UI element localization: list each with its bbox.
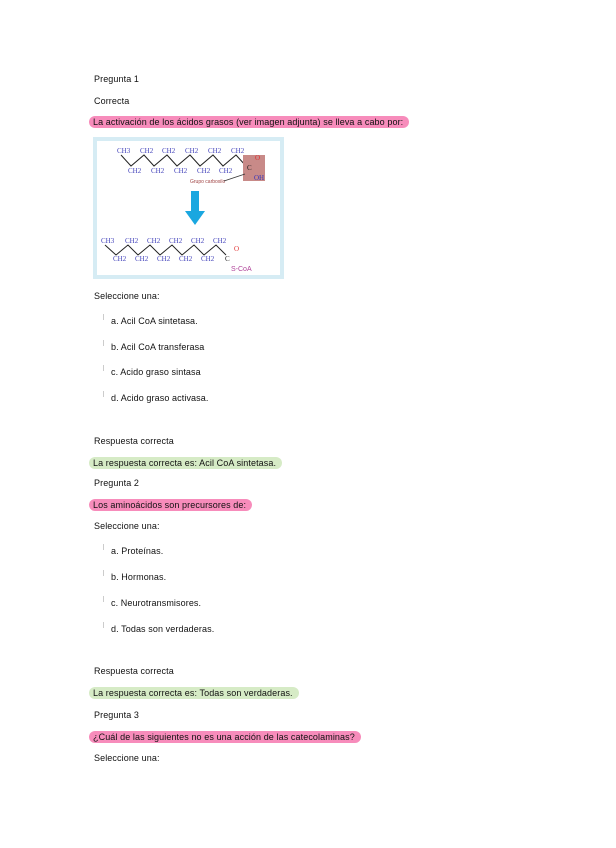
feedback-title: Respuesta correcta	[94, 436, 174, 446]
oxygen-label: O	[234, 245, 240, 253]
ch2-label: CH2	[185, 147, 199, 155]
question-2-title: Pregunta 2	[94, 478, 140, 488]
ch2-label: CH2	[140, 147, 154, 155]
correct-answer-feedback: La respuesta correcta es: Acil CoA sintetasa.	[89, 457, 282, 469]
ch2-label: CH2	[135, 255, 149, 263]
ch2-label: CH2	[147, 237, 161, 245]
question-3-text: ¿Cuál de las siguientes no es una acción de las catecolaminas?	[89, 731, 361, 743]
ch2-label: CH2	[201, 255, 215, 263]
scoa-label: S-CoA	[231, 266, 252, 273]
radio-option[interactable]	[103, 314, 107, 320]
question-1-status: Correcta	[94, 96, 130, 106]
radio-option[interactable]	[103, 544, 107, 550]
option-b[interactable]: b. Hormonas.	[111, 572, 167, 582]
ch2-label: CH2	[157, 255, 171, 263]
question-2-text: Los aminoácidos son precursores de:	[89, 499, 252, 511]
ch2-label: CH2	[231, 147, 245, 155]
question-3-title: Pregunta 3	[94, 710, 140, 720]
ch2-label: CH2	[128, 167, 142, 175]
ch2-label: CH2	[151, 167, 165, 175]
carboxyl-group-label: Grupo carboxilo	[190, 179, 226, 185]
option-a[interactable]: a. Acil CoA sintetasa.	[111, 316, 198, 326]
ch2-label: CH2	[179, 255, 193, 263]
question-1-prompt: Seleccione una:	[94, 291, 160, 301]
ch2-label: CH2	[174, 167, 188, 175]
ch2-label: CH2	[219, 167, 233, 175]
carbon-label: C	[247, 164, 252, 172]
oxygen-label: O	[255, 154, 261, 162]
ch2-label: CH2	[169, 237, 183, 245]
ch2-label: CH2	[113, 255, 127, 263]
feedback-title: Respuesta correcta	[94, 666, 174, 676]
radio-option[interactable]	[103, 391, 107, 397]
option-c[interactable]: c. Acido graso sintasa	[111, 367, 201, 377]
radio-option[interactable]	[103, 622, 107, 628]
question-3-prompt: Seleccione una:	[94, 753, 160, 763]
option-d[interactable]: d. Acido graso activasa.	[111, 393, 209, 403]
carbon-label: C	[225, 255, 230, 263]
radio-option[interactable]	[103, 570, 107, 576]
ch2-label: CH2	[191, 237, 205, 245]
option-b[interactable]: b. Acil CoA transferasa	[111, 342, 205, 352]
question-1-title: Pregunta 1	[94, 74, 140, 84]
down-arrow-icon	[191, 191, 199, 213]
option-d[interactable]: d. Todas son verdaderas.	[111, 624, 215, 634]
ch2-label: CH2	[162, 147, 176, 155]
ch2-label: CH2	[197, 167, 211, 175]
radio-option[interactable]	[103, 596, 107, 602]
question-2-prompt: Seleccione una:	[94, 521, 160, 531]
radio-option[interactable]	[103, 365, 107, 371]
ch2-label: CH2	[213, 237, 227, 245]
correct-answer-feedback: La respuesta correcta es: Todas son verdaderas.	[89, 687, 299, 699]
ch3-label: CH3	[117, 147, 131, 155]
fatty-acid-activation-figure	[93, 137, 284, 279]
radio-option[interactable]	[103, 340, 107, 346]
ch3-label: CH3	[101, 237, 115, 245]
pointer-arrow	[224, 174, 245, 181]
ch2-label: CH2	[208, 147, 222, 155]
hydroxyl-label: OH	[254, 174, 265, 182]
option-a[interactable]: a. Proteínas.	[111, 546, 164, 556]
option-c[interactable]: c. Neurotransmisores.	[111, 598, 202, 608]
question-1-text: La activación de los ácidos grasos (ver imagen adjunta) se lleva a cabo por:	[89, 116, 409, 128]
ch2-label: CH2	[125, 237, 139, 245]
